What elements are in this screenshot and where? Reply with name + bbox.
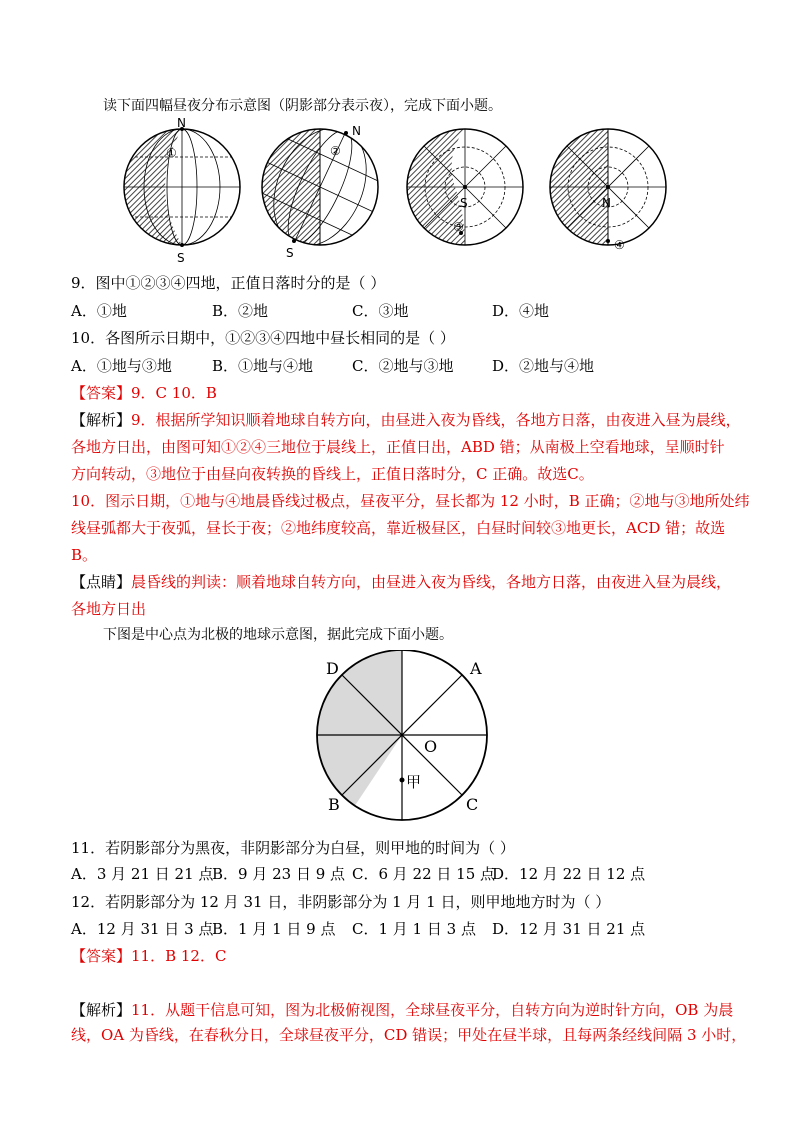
question-11-stem: 11．若阴影部分为黑夜，非阴影部分为白昼，则甲地的时间为（ ） xyxy=(71,839,515,857)
globe-1 xyxy=(120,116,244,265)
answer-text: 9．C 10．B xyxy=(131,384,217,402)
analysis-1-line-2: 各地方日出，由图可知①②④三地位于晨线上，正值日出，ABD 错；从南极上空看地球，呈顺时针 xyxy=(71,438,725,456)
globe-1-point-label: ① xyxy=(166,146,177,160)
globe-2-north-label: N xyxy=(352,124,361,138)
q11-option-d: D．12 月 22 日 12 点 xyxy=(492,865,646,883)
point-b-label: B xyxy=(328,795,340,814)
answer-tag: 【答案】 xyxy=(71,384,132,402)
analysis-1-line-1 xyxy=(71,410,741,430)
point-c-label: C xyxy=(466,795,479,814)
globe-4-north-label: N xyxy=(602,196,611,210)
q11-option-a: A．3 月 21 日 21 点 xyxy=(71,865,214,883)
q12-option-c: C．1 月 1 日 3 点 xyxy=(352,920,476,938)
answer-block-1 xyxy=(71,383,217,403)
analysis-2-line-2: 线，OA 为昏线，在春秋分日，全球昼夜平分，CD 错误；甲处在昼半球，且每两条经线间隔 3 小时， xyxy=(71,1026,747,1044)
q9-option-b: B．②地 xyxy=(212,302,269,320)
day-night-globes-figure xyxy=(120,115,680,265)
analysis-tag-2: 【解析】 xyxy=(71,1001,132,1019)
analysis-1-line-5: 线昼弧都大于夜弧，昼长于夜；②地纬度较高，靠近极昼区，白昼时间较③地更长，ACD 错；故选 xyxy=(71,519,726,537)
question-10-stem: 10．各图所示日期中，①②③④四地中昼长相同的是（ ） xyxy=(71,329,455,347)
globe-4 xyxy=(550,129,666,252)
analysis-2-line-1 xyxy=(71,1000,733,1020)
analysis-1-line-3: 方向转动，③地位于由昼向夜转换的昏线上，正值日落时分，C 正确。故选C。 xyxy=(71,465,594,483)
point-jia-label: 甲 xyxy=(406,773,422,791)
q10-option-a: A．①地与③地 xyxy=(71,357,172,375)
answer-tag-2: 【答案】 xyxy=(71,947,132,965)
analysis-1-line-4: 10．图示日期，①地与④地晨昏线过极点，昼夜平分，昼长都为 12 小时，B 正确；②地与③地所处纬 xyxy=(71,492,750,510)
analysis-tag: 【解析】 xyxy=(71,411,132,429)
globe-2 xyxy=(230,115,411,265)
q10-option-b: B．①地与④地 xyxy=(212,357,314,375)
question-9-stem: 9．图中①②③④四地，正值日落时分的是（ ） xyxy=(71,274,386,292)
answer-text-2: 11．B 12．C xyxy=(131,947,227,965)
analysis-1-text-1: 9．根据所学知识顺着地球自转方向，由昼进入夜为昏线，各地方日落，由夜进入昼为晨线， xyxy=(131,411,741,429)
q11-option-b: B．9 月 23 日 9 点 xyxy=(212,865,346,883)
globe-3-point-label: ③ xyxy=(453,220,464,234)
center-o-label: O xyxy=(424,737,438,756)
q9-option-c: C．③地 xyxy=(352,302,409,320)
globe-2-south-label: S xyxy=(286,246,294,260)
tip-line-1 xyxy=(71,572,731,592)
q12-option-a: A．12 月 31 日 3 点 xyxy=(71,920,214,938)
globe-3 xyxy=(400,129,523,245)
q10-option-d: D．②地与④地 xyxy=(492,357,595,375)
point-d-label: D xyxy=(326,659,339,678)
answer-block-2 xyxy=(71,946,226,966)
analysis-2-text-1: 11．从题干信息可知，图为北极俯视图，全球昼夜平分，自转方向为逆时针方向，OB 为晨 xyxy=(131,1001,734,1019)
q12-option-b: B．1 月 1 日 9 点 xyxy=(212,920,336,938)
globe-3-south-label: S xyxy=(460,196,468,210)
q9-option-d: D．④地 xyxy=(492,302,550,320)
globe-2-point-label: ② xyxy=(330,144,341,158)
q10-option-c: C．②地与③地 xyxy=(352,357,454,375)
globe-1-north-label: N xyxy=(177,116,186,130)
tip-tag: 【点睛】 xyxy=(71,573,132,591)
q11-option-c: C．6 月 22 日 15 点 xyxy=(352,865,496,883)
q9-option-a: A．①地 xyxy=(71,302,127,320)
globe-1-south-label: S xyxy=(177,251,185,265)
intro-text-1: 读下面四幅昼夜分布示意图（阴影部分表示夜），完成下面小题。 xyxy=(103,98,502,114)
globe-4-point-label: ④ xyxy=(614,238,625,252)
analysis-1-line-6: B。 xyxy=(71,546,98,564)
question-12-stem: 12．若阴影部分为 12 月 31 日，非阴影部分为 1 月 1 日，则甲地地方时为（ ） xyxy=(71,893,611,911)
tip-line-2: 各地方日出 xyxy=(71,600,147,618)
tip-text-1: 晨昏线的判读：顺着地球自转方向，由昼进入夜为昏线，各地方日落，由夜进入昼为晨线， xyxy=(131,573,732,591)
point-a-label: A xyxy=(470,659,482,678)
north-pole-diagram xyxy=(310,650,500,825)
q12-option-d: D．12 月 31 日 21 点 xyxy=(492,920,646,938)
intro-text-2: 下图是中心点为北极的地球示意图，据此完成下面小题。 xyxy=(103,627,453,643)
